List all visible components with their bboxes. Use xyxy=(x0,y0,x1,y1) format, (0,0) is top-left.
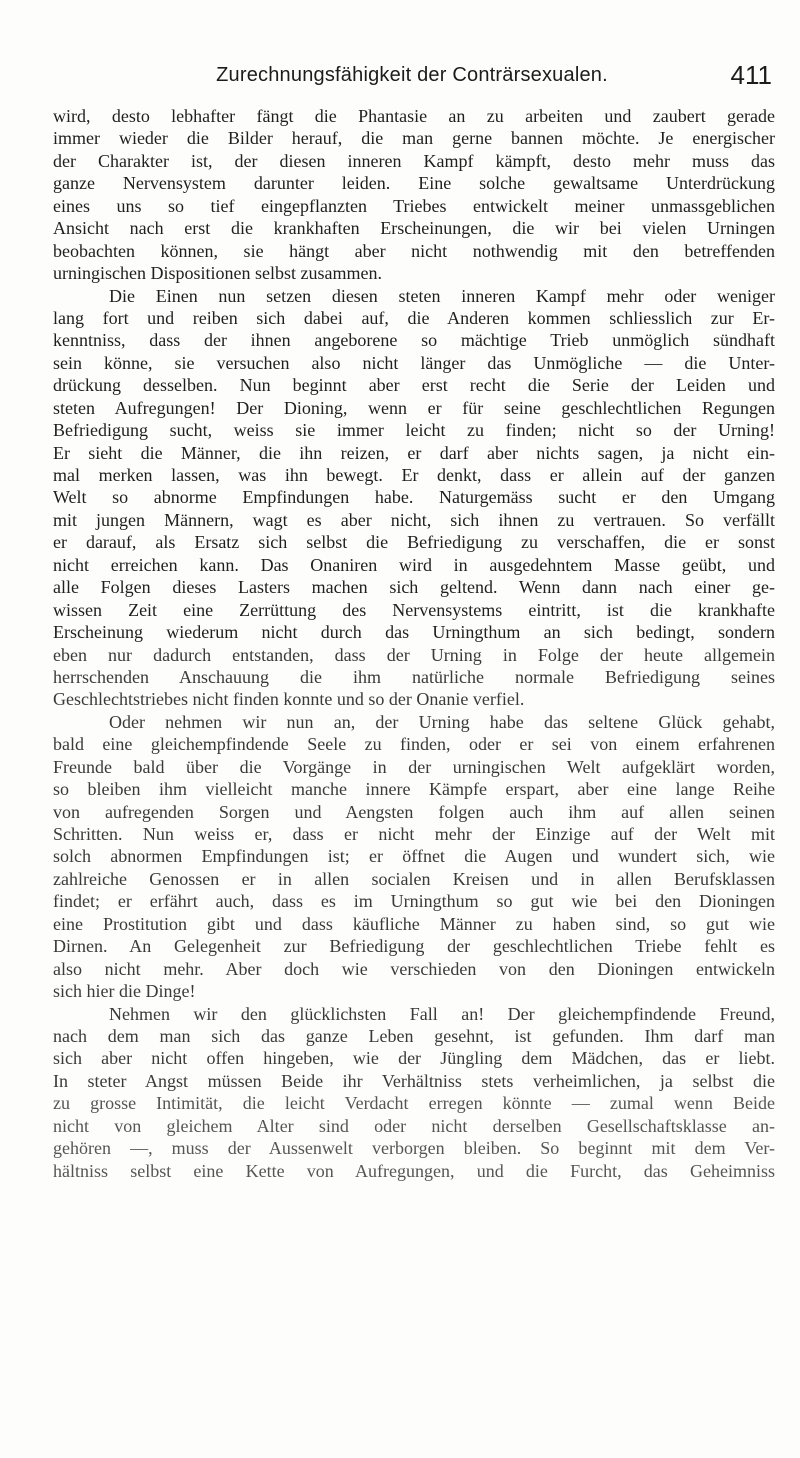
text-line: immer wieder die Bilder herauf, die man gerne bannen möchte. Je energischer xyxy=(53,128,775,149)
text-line: Befriedigung sucht, weiss sie immer leicht zu finden; nicht so der Urning! xyxy=(53,420,775,441)
text-line: ganze Nervensystem darunter leiden. Eine solche gewaltsame Unterdrückung xyxy=(53,173,775,194)
text-line: Geschlechtstriebes nicht finden konnte und so der Onanie verfiel. xyxy=(53,689,525,710)
text-line: der Charakter ist, der diesen inneren Kampf kämpft, desto mehr muss das xyxy=(53,150,775,171)
text-line: Dirnen. An Gelegenheit zur Befriedigung der geschlechtlichen Triebe fehlt es xyxy=(53,936,775,957)
text-line: nicht erreichen kann. Das Onaniren wird in ausgedehntem Masse geübt, und xyxy=(53,554,775,575)
text-line: zahlreiche Genossen er in allen socialen Kreisen und in allen Berufsklassen xyxy=(53,868,775,889)
text-line: Schritten. Nun weiss er, dass er nicht mehr der Einzige auf der Welt mit xyxy=(53,824,775,844)
text-line: herrschenden Anschauung die ihm natürliche normale Befriedigung seines xyxy=(53,666,775,687)
text-line: wird, desto lebhafter fängt die Phantasie an zu arbeiten und zaubert gerade xyxy=(53,106,775,126)
text-line: findet; er erfährt auch, dass es im Urningthum so gut wie bei den Dioningen xyxy=(53,891,775,912)
page-number: 411 xyxy=(730,60,772,90)
text-line: eine Prostitution gibt und dass käufliche Männer zu haben sind, so gut wie xyxy=(53,913,775,934)
text-line: alle Folgen dieses Lasters machen sich geltend. Wenn dann nach einer ge- xyxy=(53,577,775,598)
text-line: also nicht mehr. Aber doch wie verschieden von den Dioningen entwickeln xyxy=(53,958,775,979)
text-line: Ansicht nach erst die krankhaften Erscheinungen, die wir bei vielen Urningen xyxy=(53,218,775,239)
text-line: beobachten können, sie hängt aber nicht nothwendig mit den betreffenden xyxy=(53,240,775,261)
text-line: solch abnormen Empfindungen ist; er öffnet die Augen und wundert sich, wie xyxy=(53,846,775,867)
text-line: nicht von gleichem Alter sind oder nicht derselben Gesellschaftsklasse an- xyxy=(53,1115,775,1136)
text-line: drückung desselben. Nun beginnt aber erst recht die Serie der Leiden und xyxy=(53,375,775,396)
text-line: lang fort und reiben sich dabei auf, die Anderen kommen schliesslich zur Er- xyxy=(53,307,775,328)
text-line: Nehmen wir den glücklichsten Fall an! Der gleichempfindende Freund, xyxy=(109,1003,775,1024)
text-line: In steter Angst müssen Beide ihr Verhältniss stets verheimlichen, ja selbst die xyxy=(53,1070,775,1091)
text-line: steten Aufregungen! Der Dioning, wenn er für seine geschlechtlichen Regungen xyxy=(53,397,775,418)
text-line: Welt so abnorme Empfindungen habe. Naturgemäss sucht er den Umgang xyxy=(53,487,775,508)
text-line: sich hier die Dinge! xyxy=(53,981,196,1002)
text-line: urningischen Dispositionen selbst zusammen. xyxy=(53,263,382,284)
text-line: Er sieht die Männer, die ihn reizen, er darf aber nichts sagen, ja nicht ein- xyxy=(53,442,775,463)
text-line: Freunde bald über die Vorgänge in der urningischen Welt aufgeklärt worden, xyxy=(53,756,775,777)
text-line: mit jungen Männern, wagt es aber nicht, sich ihnen zu vertrauen. So verfällt xyxy=(53,509,775,530)
text-line: Die Einen nun setzen diesen steten inneren Kampf mehr oder weniger xyxy=(109,285,775,306)
text-line: sich aber nicht offen hingeben, wie der Jüngling dem Mädchen, das er liebt. xyxy=(53,1048,775,1069)
text-line: eben nur dadurch entstanden, dass der Urning in Folge der heute allgemein xyxy=(53,644,775,665)
text-line: hältniss selbst eine Kette von Aufregungen, und die Furcht, das Geheimniss xyxy=(53,1160,775,1181)
text-line: er darauf, als Ersatz sich selbst die Befriedigung zu verschaffen, die er sonst xyxy=(53,532,775,553)
running-head xyxy=(52,60,772,96)
text-line: Oder nehmen wir nun an, der Urning habe das seltene Glück gehabt, xyxy=(109,711,775,732)
text-line: sein könne, sie versuchen also nicht länger das Unmögliche — die Unter- xyxy=(53,352,775,373)
body-text xyxy=(53,105,775,1445)
text-line: so bleiben ihm vielleicht manche innere Kämpfe erspart, aber eine lange Reihe xyxy=(53,779,775,800)
text-line: zu grosse Intimität, die leicht Verdacht erregen könnte — zumal wenn Beide xyxy=(53,1093,775,1114)
text-line: wissen Zeit eine Zerrüttung des Nervensystems eintritt, ist die krankhafte xyxy=(53,599,775,620)
text-line: mal merken lassen, was ihn bewegt. Er denkt, dass er allein auf der ganzen xyxy=(53,465,775,485)
text-line: nach dem man sich das ganze Leben gesehnt, ist gefunden. Ihm darf man xyxy=(53,1025,775,1046)
text-line: gehören —, muss der Aussenwelt verborgen bleiben. So beginnt mit dem Ver- xyxy=(53,1138,775,1159)
running-title: Zurechnungsfähigkeit der Conträrsexualen. xyxy=(216,64,608,86)
text-line: bald eine gleichempfindende Seele zu finden, oder er sei von einem erfahrenen xyxy=(53,734,775,755)
text-line: von aufregenden Sorgen und Aengsten folgen auch ihm auf allen seinen xyxy=(53,801,775,822)
text-line: kenntniss, dass der ihnen angeborene so mächtige Trieb unmöglich sündhaft xyxy=(53,330,775,351)
text-line: eines uns so tief eingepflanzten Triebes entwickelt meiner unmassgeblichen xyxy=(53,195,775,216)
text-line: Erscheinung wiederum nicht durch das Urningthum an sich bedingt, sondern xyxy=(53,622,775,643)
